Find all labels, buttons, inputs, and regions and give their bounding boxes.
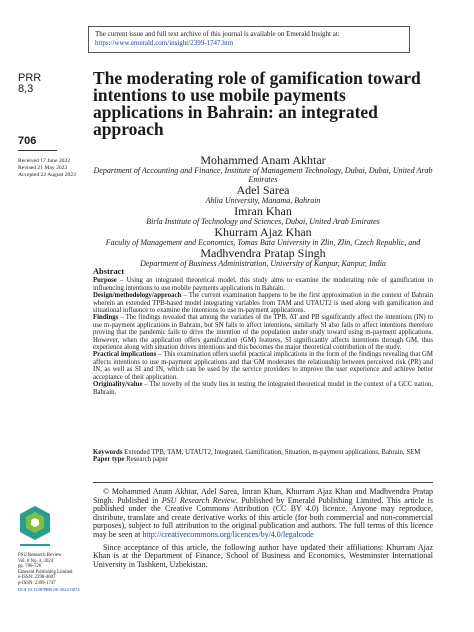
license-paragraph — [93, 488, 433, 540]
originality-text: – The novelty of the study lies in testing the integrated theoretical model in the context of a GCC nation, Bahrain. — [93, 381, 433, 396]
paper-type-label: Paper type — [93, 456, 125, 464]
journal-volume-block — [18, 73, 41, 95]
purpose-text: – Using an integrated theoretical model, this study aims to examine the moderating role of gamification in influencing intentions to use mobile payments applications in Bahrain. — [93, 277, 433, 292]
keywords-label: Keywords — [93, 449, 123, 456]
abstract-originality — [93, 381, 433, 396]
author-list — [93, 154, 433, 268]
author-name: Mohammed Anam Akhtar — [200, 153, 326, 167]
keywords — [93, 449, 433, 456]
practical-text: – This examination offers useful practical implications in the form of the findings revealing that GM affects intentions to use m-payment applications and that GM moderates the relationship between perceived risk (PR) and IN, as well as SI and IN, which can be used by the service providers to improve the user experience and achieve better acceptance of their application. — [93, 351, 433, 381]
design-label: Design/methodology/approach — [93, 292, 182, 300]
abstract-design — [93, 292, 433, 314]
abstract-findings — [93, 314, 433, 351]
abstract-purpose — [93, 277, 433, 292]
pub-eissn: e-ISSN: 2398-4007 — [18, 575, 56, 581]
author-affiliation: Ahlia University, Manama, Bahrain — [205, 196, 321, 205]
purpose-label: Purpose — [93, 277, 117, 285]
license-text-b: . Published by Emerald Publishing Limited. This article is published under the Creative Commons Attribution (CC BY 4.0) licence. Anyone may reproduce, distribute, translate and create derivative works of this article (for both commercial and non-commercial purposes), subject to full attribution to the original publication and authors. The full terms of this licence may be seen at — [93, 495, 433, 539]
pub-publisher: Emerald Publishing Limited — [18, 569, 73, 575]
author-name: Imran Khan — [234, 204, 292, 218]
author-affiliation: Department of Business Administration, University of Kanpur, Kanpur, India — [140, 259, 386, 268]
keywords-text: Extended TPB, TAM, UTAUT2, Integrated, Gamification, Situation, m-payment applications, Bahrain, SEM — [122, 449, 421, 456]
publisher-info — [18, 553, 80, 592]
license-section — [93, 488, 433, 573]
page-number-rule — [18, 150, 57, 151]
section-divider — [93, 482, 433, 483]
paper-type-text: Research paper — [124, 456, 168, 464]
originality-label: Originality/value — [93, 381, 143, 389]
findings-label: Findings — [93, 314, 119, 322]
submission-dates — [18, 158, 76, 178]
license-journal-name: PSU Research Review — [161, 495, 236, 505]
journal-availability-box — [88, 26, 410, 53]
page-number: 706 — [18, 135, 37, 147]
pub-pages: pp. 706-726 — [18, 564, 42, 570]
pub-journal: PSU Research Review — [18, 553, 62, 558]
license-text-a: © Mohammed Anam Akhtar, Adel Sarea, Imran Khan, Khurram Ajaz Khan and Madhvendra Pratap Singh. Published in — [93, 487, 433, 505]
abstract-practical — [93, 351, 433, 381]
author-affiliation: Department of Accounting and Finance, Institute of Management Technology, Dubai, Dubai, United Arab Emirates — [93, 166, 433, 184]
journal-logo-icon — [18, 504, 52, 552]
findings-text: – The findings revealed that among the variaties of the TPB, AT and PB significantly affect the intentions (IN) to use m-payment applications in Bahrain, but SN fails to affect intentions, similarly SI also fails to affect intentions therefore proving that the pandemic fails to drive the intention of the population under study toward using m-payment applications. However, when the application offers gamification (GM) features, SI significantly affects intentions through GM, thus experience along with situation drives intentions and this becomes the major theoretical contribution of the study. — [93, 314, 433, 352]
volume-issue: 8,3 — [18, 83, 34, 95]
paper-type — [93, 456, 433, 463]
abstract-section — [93, 268, 433, 396]
keywords-block — [93, 449, 433, 464]
author-name: Khurram Ajaz Khan — [214, 225, 312, 239]
author-affiliation: Faculty of Management and Economics, Tomas Bata University in Zlin, Zlin, Czech Republic, and — [105, 238, 421, 247]
affiliation-update-paragraph: Since acceptance of this article, the following author have updated their affiliations: Khurram Ajaz Khan is at the Department of Finance, School of Business and Economics, Westminster International University in Tashkent, Uzbekistan. — [93, 542, 433, 569]
pub-doi-link[interactable]: DOI 10.1108/PRR-06-2022-0074 — [18, 586, 80, 592]
journal-url-link[interactable]: https://www.emerald.com/insight/2399-1747.htm — [95, 39, 234, 47]
pub-volume: Vol. 8 No. 3, 2024 — [18, 558, 54, 564]
revised-date: Revised 21 May 2023 — [18, 164, 68, 171]
author-affiliation: Birla Institute of Technology and Sciences, Dubai, United Arab Emirates — [146, 217, 380, 226]
license-url-link[interactable]: http://creativecommons.org/licences/by/4.0/legalcode — [142, 529, 314, 539]
practical-label: Practical implications — [93, 351, 157, 359]
author-name: Adel Sarea — [236, 183, 290, 197]
journal-code: PRR — [18, 72, 42, 84]
design-text: – The current examination happens to be the first approximation in the context of Bahrain wherein an extended TPB-based model integrating variables from TAM and UTAUT2 is used along with gamification and situational influence to examine the intentions to use m-payment applications. — [93, 292, 433, 315]
availability-text: The current issue and full text archive of this journal is available on Emerald Insight at: — [95, 30, 340, 38]
article-title: The moderating role of gamification toward intentions to use mobile payments applications in Bahrain: an integrated approach — [93, 68, 421, 139]
received-date: Received 17 June 2022 — [18, 158, 71, 164]
abstract-heading: Abstract — [93, 267, 125, 276]
author-name: Madhvendra Pratap Singh — [200, 246, 326, 260]
accepted-date: Accepted 22 August 2023 — [18, 171, 76, 178]
pub-pissn: p-ISSN: 2399-1747 — [18, 580, 56, 586]
